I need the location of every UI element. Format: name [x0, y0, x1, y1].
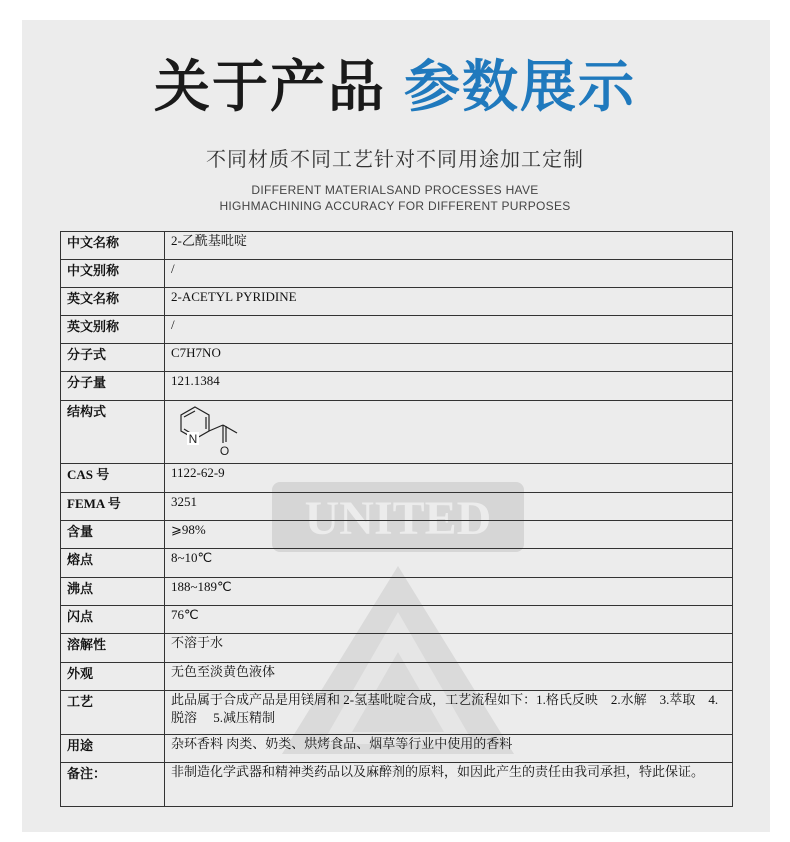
spec-value: 杂环香料 肉类、奶类、烘烤食品、烟草等行业中使用的香料: [165, 735, 733, 763]
spec-key: 中文别称: [61, 260, 165, 288]
spec-key: CAS 号: [61, 464, 165, 493]
table-row: [61, 260, 733, 288]
atom-n-label: N: [188, 432, 198, 446]
spec-value: /: [165, 260, 733, 288]
spec-key: 溶解性: [61, 634, 165, 663]
table-row: [61, 549, 733, 578]
spec-key: 工艺: [61, 691, 165, 735]
table-row: [61, 634, 733, 663]
page-title: [0, 56, 790, 120]
table-row: [61, 691, 733, 735]
subtitle-english-line-1: DIFFERENT MATERIALSAND PROCESSES HAVE: [251, 183, 539, 197]
table-row: [61, 344, 733, 372]
spec-key: 分子式: [61, 344, 165, 372]
spec-value: C7H7NO: [165, 344, 733, 372]
subtitle-english-line-2: HIGHMACHINING ACCURACY FOR DIFFERENT PURPOSES: [219, 199, 571, 213]
title-main: 关于产品: [154, 55, 386, 120]
spec-key: 中文名称: [61, 232, 165, 260]
spec-key: 结构式: [61, 401, 165, 464]
table-row: [61, 578, 733, 606]
spec-key: 用途: [61, 735, 165, 763]
table-row: [61, 493, 733, 521]
spec-value: 2-乙酰基吡啶: [165, 232, 733, 260]
spec-key: 英文名称: [61, 288, 165, 316]
spec-value: 2-ACETYL PYRIDINE: [165, 288, 733, 316]
spec-value: 121.1384: [165, 372, 733, 401]
table-row: [61, 735, 733, 763]
spec-value: 非制造化学武器和精神类药品以及麻醉剂的原料，如因此产生的责任由我司承担，特此保证。: [165, 763, 733, 807]
watermark-text: UNITED: [304, 492, 492, 545]
spec-value: 8~10℃: [165, 549, 733, 578]
spec-key: 外观: [61, 663, 165, 691]
table-row: [61, 521, 733, 549]
table-row: [61, 663, 733, 691]
spec-value: 76℃: [165, 606, 733, 634]
spec-key: 熔点: [61, 549, 165, 578]
spec-value: ⩾98%: [165, 521, 733, 549]
spec-value: [165, 401, 733, 464]
spec-value: 3251: [165, 493, 733, 521]
spec-key: 闪点: [61, 606, 165, 634]
subtitle-chinese: 不同材质不同工艺针对不同用途加工定制: [206, 147, 584, 171]
spec-key: 分子量: [61, 372, 165, 401]
spec-key: 英文别称: [61, 316, 165, 344]
spec-value: 188~189℃: [165, 578, 733, 606]
table-row: [61, 316, 733, 344]
spec-key: 含量: [61, 521, 165, 549]
atom-o-label: O: [219, 444, 230, 458]
spec-value: /: [165, 316, 733, 344]
spec-value: 不溶于水: [165, 634, 733, 663]
table-row: [61, 288, 733, 316]
table-row: [61, 606, 733, 634]
spec-key: 备注：: [61, 763, 165, 807]
spec-value: 1122-62-9: [165, 464, 733, 493]
spec-key: FEMA 号: [61, 493, 165, 521]
spec-key: 沸点: [61, 578, 165, 606]
structure-formula-diagram: [171, 401, 261, 459]
spec-table: [60, 231, 733, 807]
table-row: [61, 372, 733, 401]
spec-value: 此品属于合成产品是用镁屑和 2-氢基吡啶合成，工艺流程如下：1.格氏反映 2.水解 3.萃取 4.脱溶 5.减压精制: [165, 691, 733, 735]
subtitle-english: [0, 182, 790, 214]
table-row: [61, 232, 733, 260]
table-row: [61, 763, 733, 807]
table-row: [61, 464, 733, 493]
spec-value: 无色至淡黄色液体: [165, 663, 733, 691]
title-accent: 参数展示: [404, 55, 636, 120]
table-row: [61, 401, 733, 464]
